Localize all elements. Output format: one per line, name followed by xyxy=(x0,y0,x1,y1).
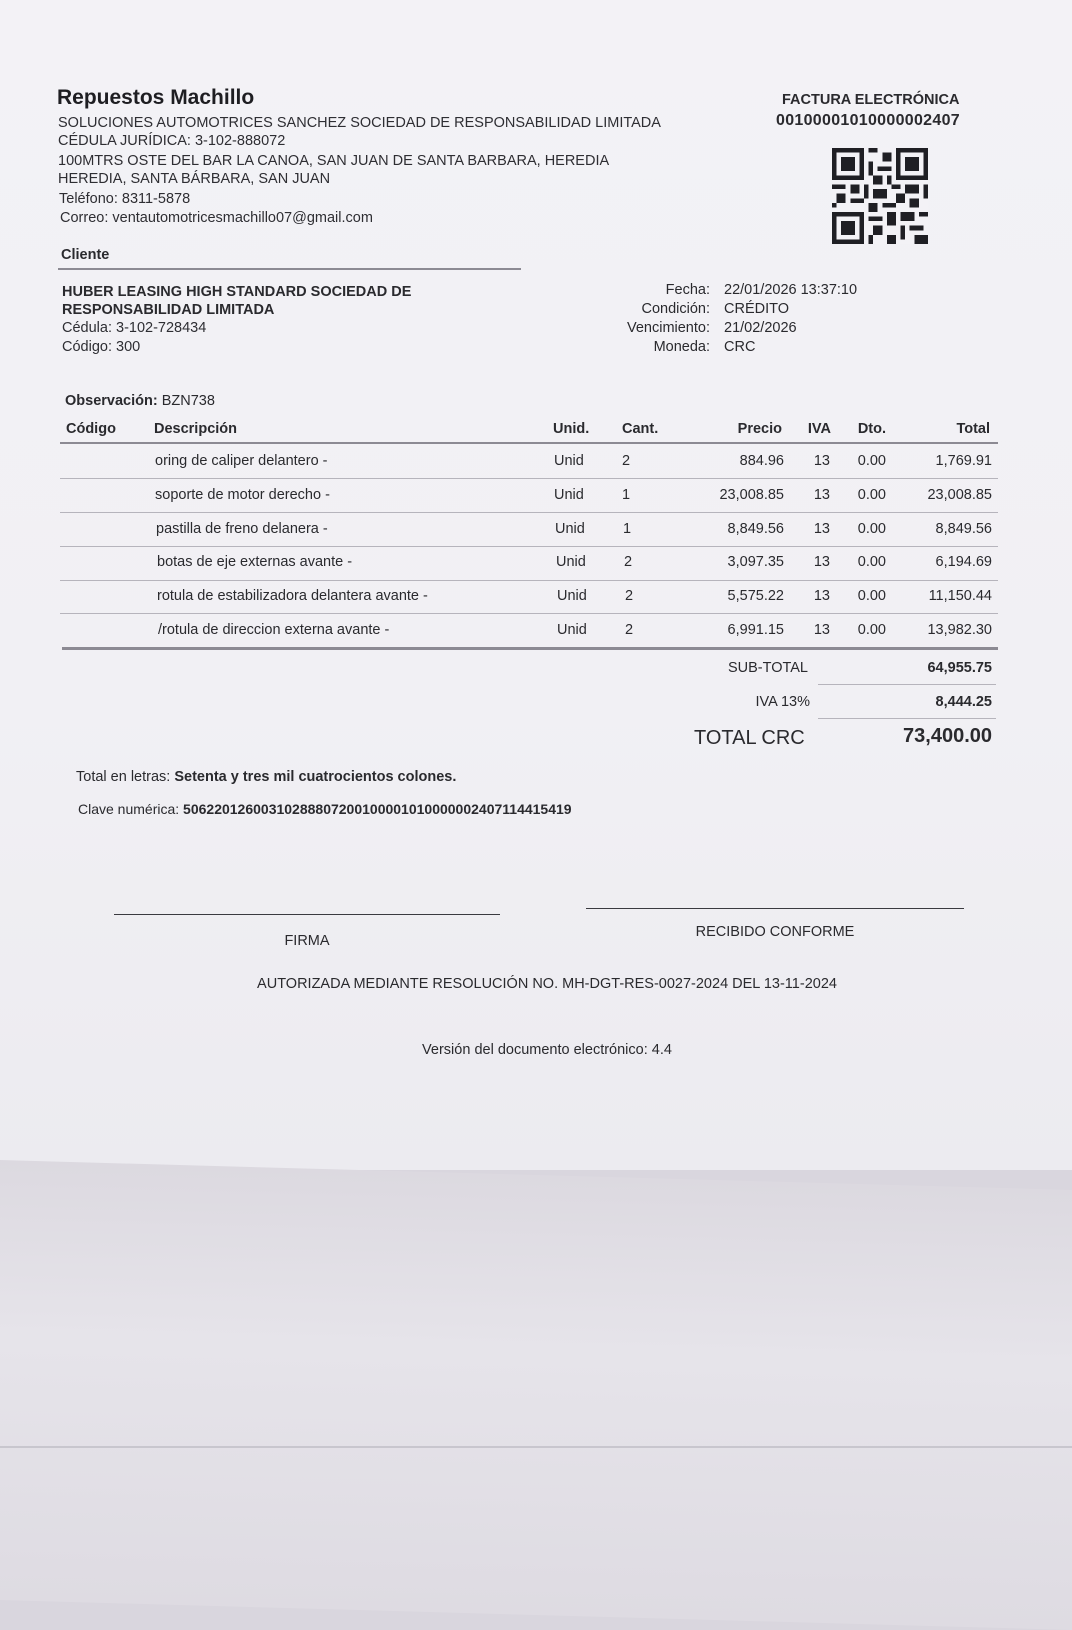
col-header-tax: IVA xyxy=(807,421,831,437)
client-id: Cédula: 3-102-728434 xyxy=(62,320,207,336)
row-price: 6,991.15 xyxy=(727,622,784,638)
tax-divider xyxy=(818,718,996,719)
client-code: Código: 300 xyxy=(62,339,141,355)
row-divider xyxy=(60,512,998,513)
document-version: Versión del documento electrónico: 4.4 xyxy=(422,1042,672,1058)
document-number: 00100001010000002407 xyxy=(776,112,960,129)
row-description: rotula de estabilizadora delantera avante - xyxy=(157,588,428,604)
company-address-line1: 100MTRS OSTE DEL BAR LA CANOA, SAN JUAN DE SANTA BARBARA, HEREDIA xyxy=(58,153,610,169)
row-divider xyxy=(60,580,998,581)
client-section-label: Cliente xyxy=(61,247,110,263)
signature-line-right xyxy=(586,908,964,909)
client-name-line2: RESPONSABILIDAD LIMITADA xyxy=(62,302,275,318)
grand-total-label: TOTAL CRC xyxy=(694,727,805,749)
row-unit: Unid xyxy=(554,487,584,503)
subtotal-value: 64,955.75 xyxy=(927,660,992,676)
row-total: 6,194.69 xyxy=(935,554,992,570)
row-qty: 2 xyxy=(625,588,634,604)
row-tax: 13 xyxy=(813,521,830,537)
company-trade-name: Repuestos Machillo xyxy=(57,86,255,109)
observation-value: BZN738 xyxy=(161,393,215,409)
subtotal-label: SUB-TOTAL xyxy=(727,660,808,676)
table-header-divider xyxy=(60,442,998,444)
subtotal-divider xyxy=(818,684,996,685)
meta-date-label: Fecha: xyxy=(665,282,710,298)
company-legal-name: SOLUCIONES AUTOMOTRICES SANCHEZ SOCIEDAD DE RESPONSABILIDAD LIMITADA xyxy=(58,115,661,131)
row-discount: 0.00 xyxy=(857,588,886,604)
row-unit: Unid xyxy=(557,622,587,638)
col-header-total: Total xyxy=(956,421,990,437)
row-description: pastilla de freno delanera - xyxy=(156,521,328,537)
observation xyxy=(65,393,215,409)
numeric-key-value: 50622012600310288807200100001010000002407114415419 xyxy=(183,801,572,817)
row-tax: 13 xyxy=(813,487,830,503)
document-type: FACTURA ELECTRÓNICA xyxy=(782,92,960,108)
row-qty: 1 xyxy=(622,487,631,503)
company-address-line2: HEREDIA, SANTA BÁRBARA, SAN JUAN xyxy=(58,171,331,187)
row-qty: 1 xyxy=(623,521,632,537)
row-discount: 0.00 xyxy=(857,622,886,638)
row-unit: Unid xyxy=(556,554,586,570)
amount-in-words-value: Setenta y tres mil cuatrocientos colones. xyxy=(174,769,457,785)
meta-currency-value: CRC xyxy=(724,339,756,355)
grand-total-value: 73,400.00 xyxy=(903,725,992,747)
numeric-key-label: Clave numérica: xyxy=(78,801,180,817)
paper-crease xyxy=(0,1446,1072,1448)
numeric-key xyxy=(78,801,572,817)
tax-total-label: IVA 13% xyxy=(755,694,810,710)
paper-fold-lower xyxy=(0,1160,1072,1630)
row-price: 884.96 xyxy=(739,453,784,469)
row-discount: 0.00 xyxy=(857,453,886,469)
row-description: soporte de motor derecho - xyxy=(155,487,330,503)
signature-label-left: FIRMA xyxy=(284,933,330,949)
row-total: 11,150.44 xyxy=(928,588,992,604)
amount-in-words xyxy=(76,769,456,785)
row-tax: 13 xyxy=(813,554,830,570)
company-phone: Teléfono: 8311-5878 xyxy=(59,191,191,207)
row-total: 1,769.91 xyxy=(935,453,992,469)
table-bottom-divider xyxy=(62,647,998,650)
row-description: /rotula de direccion externa avante - xyxy=(158,622,390,638)
row-tax: 13 xyxy=(813,453,830,469)
row-total: 23,008.85 xyxy=(927,487,992,503)
row-discount: 0.00 xyxy=(857,487,886,503)
row-divider xyxy=(60,613,998,614)
row-price: 8,849.56 xyxy=(727,521,784,537)
row-divider xyxy=(60,478,998,479)
company-email: Correo: ventautomotricesmachillo07@gmail.com xyxy=(60,210,373,226)
row-description: oring de caliper delantero - xyxy=(155,453,328,469)
authorization-note: AUTORIZADA MEDIANTE RESOLUCIÓN NO. MH-DGT-RES-0027-2024 DEL 13-11-2024 xyxy=(257,976,837,992)
tax-total-value: 8,444.25 xyxy=(935,694,992,710)
row-tax: 13 xyxy=(813,588,830,604)
row-qty: 2 xyxy=(625,622,634,638)
col-header-description: Descripción xyxy=(154,421,237,437)
row-description: botas de eje externas avante - xyxy=(157,554,353,570)
row-price: 3,097.35 xyxy=(727,554,784,570)
row-qty: 2 xyxy=(622,453,631,469)
amount-in-words-label: Total en letras: xyxy=(76,769,171,785)
col-header-qty: Cant. xyxy=(622,421,659,437)
meta-due-label: Vencimiento: xyxy=(626,320,710,336)
meta-due-value: 21/02/2026 xyxy=(724,320,797,336)
meta-condition-label: Condición: xyxy=(641,301,710,317)
signature-line-left xyxy=(114,914,500,915)
row-total: 8,849.56 xyxy=(935,521,992,537)
meta-condition-value: CRÉDITO xyxy=(724,301,789,317)
observation-label: Observación: xyxy=(65,393,158,409)
client-name xyxy=(62,283,482,319)
col-header-code: Código xyxy=(66,421,116,437)
row-unit: Unid xyxy=(557,588,587,604)
col-header-price: Precio xyxy=(737,421,782,437)
row-qty: 2 xyxy=(624,554,633,570)
qr-code-icon xyxy=(832,148,928,244)
meta-currency-label: Moneda: xyxy=(653,339,710,355)
row-discount: 0.00 xyxy=(857,554,886,570)
row-unit: Unid xyxy=(554,453,584,469)
meta-date-value: 22/01/2026 13:37:10 xyxy=(724,282,858,298)
col-header-unit: Unid. xyxy=(553,421,590,437)
row-tax: 13 xyxy=(813,622,830,638)
row-total: 13,982.30 xyxy=(927,622,992,638)
row-unit: Unid xyxy=(555,521,585,537)
row-price: 23,008.85 xyxy=(719,487,784,503)
row-discount: 0.00 xyxy=(857,521,886,537)
client-divider xyxy=(58,268,521,270)
row-price: 5,575.22 xyxy=(727,588,784,604)
row-divider xyxy=(60,546,998,547)
signature-label-right: RECIBIDO CONFORME xyxy=(695,924,855,940)
client-name-line1: HUBER LEASING HIGH STANDARD SOCIEDAD DE xyxy=(62,284,412,300)
col-header-discount: Dto. xyxy=(857,421,886,437)
company-legal-id: CÉDULA JURÍDICA: 3-102-888072 xyxy=(58,133,286,149)
